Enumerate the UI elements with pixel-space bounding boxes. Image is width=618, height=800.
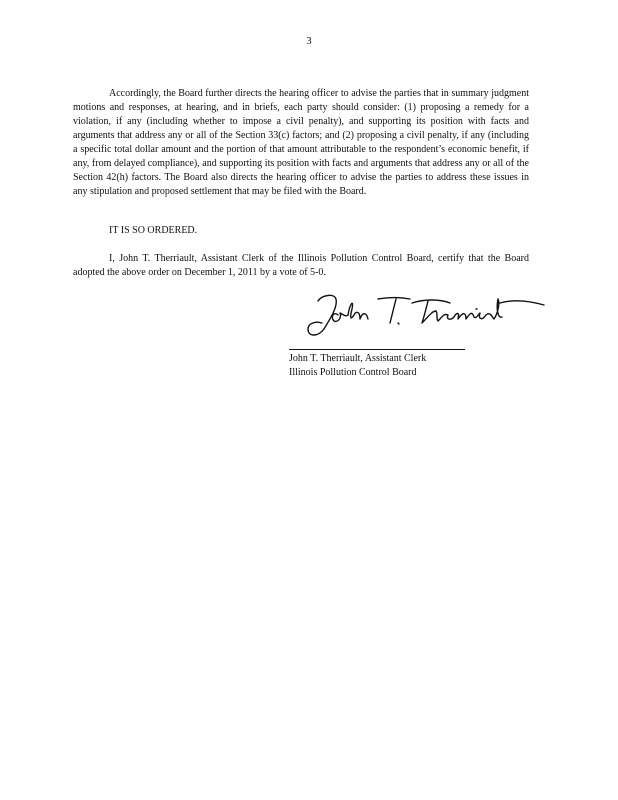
- signer-name-title: John T. Therriault, Assistant Clerk: [289, 353, 427, 364]
- certification-paragraph: [73, 252, 529, 280]
- handwritten-signature: [300, 289, 550, 341]
- ordered-text: IT IS SO ORDERED.: [109, 225, 198, 236]
- ordered-paragraph: [73, 224, 529, 238]
- signature-block: [289, 352, 426, 380]
- signature-line: [289, 349, 465, 350]
- signer-organization: Illinois Pollution Control Board: [289, 367, 417, 378]
- page-number: 3: [306, 36, 312, 47]
- directions-paragraph: [73, 87, 529, 199]
- directions-text: Accordingly, the Board further directs the hearing officer to advise the parties that in summary judgment motions and responses, at hearing, and in briefs, each party should consider: (1) proposing a remedy for a violation, if any (including whether to impose a civil penalty), and supporting its position with facts and arguments that address any or all of the Section 33(c) factors; and (2) proposing a civil penalty, if any (including a specific total dollar amount and the portion of that amount attributable to the respondent’s economic benefit, if any, from delayed compliance), and supporting its position with facts and arguments that address any or all of the Section 42(h) factors. The Board also directs the hearing officer to advise the parties to address these issues in any stipulation and proposed settlement that may be filed with the Board.: [73, 88, 529, 197]
- certification-text: I, John T. Therriault, Assistant Clerk of the Illinois Pollution Control Board, certify that the Board adopted the above order on December 1, 2011 by a vote of 5-0.: [73, 253, 529, 278]
